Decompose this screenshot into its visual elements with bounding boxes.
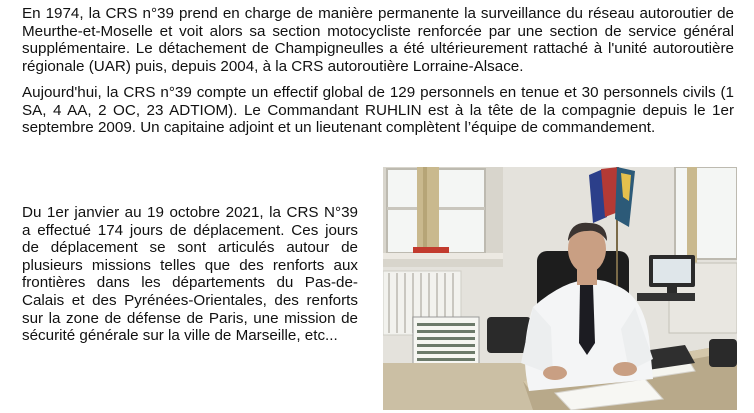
deployment-paragraph: Du 1er janvier au 19 octobre 2021, la CRS N°39 a effectué 174 jours de déplacement. Ces jours de déplacement se sont articulés autour de plusieurs missions telles que des renforts aux frontières dans les départements du Pas-de-Calais et des Pyrénées-Orientales, des renforts sur la zone de défense de Paris, une mission de sécurité générale sur la ville de Marseille, etc... (22, 204, 358, 345)
intro-paragraph: En 1974, la CRS n°39 prend en charge de manière permanente la surveillance du réseau autoroutier de Meurthe-et-Moselle et voit alors sa section motocycliste renforcée par une section de service général supplémentaire. Le détachement de Champigneulles a été ultérieurement rattaché à l'unité autoroutière régionale (UAR) puis, depuis 2004, à la CRS autoroutière Lorraine-Alsace. (22, 5, 734, 75)
commander-office-photo (383, 167, 737, 410)
staff-paragraph: Aujourd'hui, la CRS n°39 compte un effectif global de 129 personnels en tenue et 30 personnels civils (1 SA, 4 AA, 2 OC, 23 ADTIOM). Le Commandant RUHLIN est à la tête de la compagnie depuis le 1er septembre 2009. Un capitaine adjoint et un lieutenant complètent l’équipe de commandement. (22, 84, 734, 137)
